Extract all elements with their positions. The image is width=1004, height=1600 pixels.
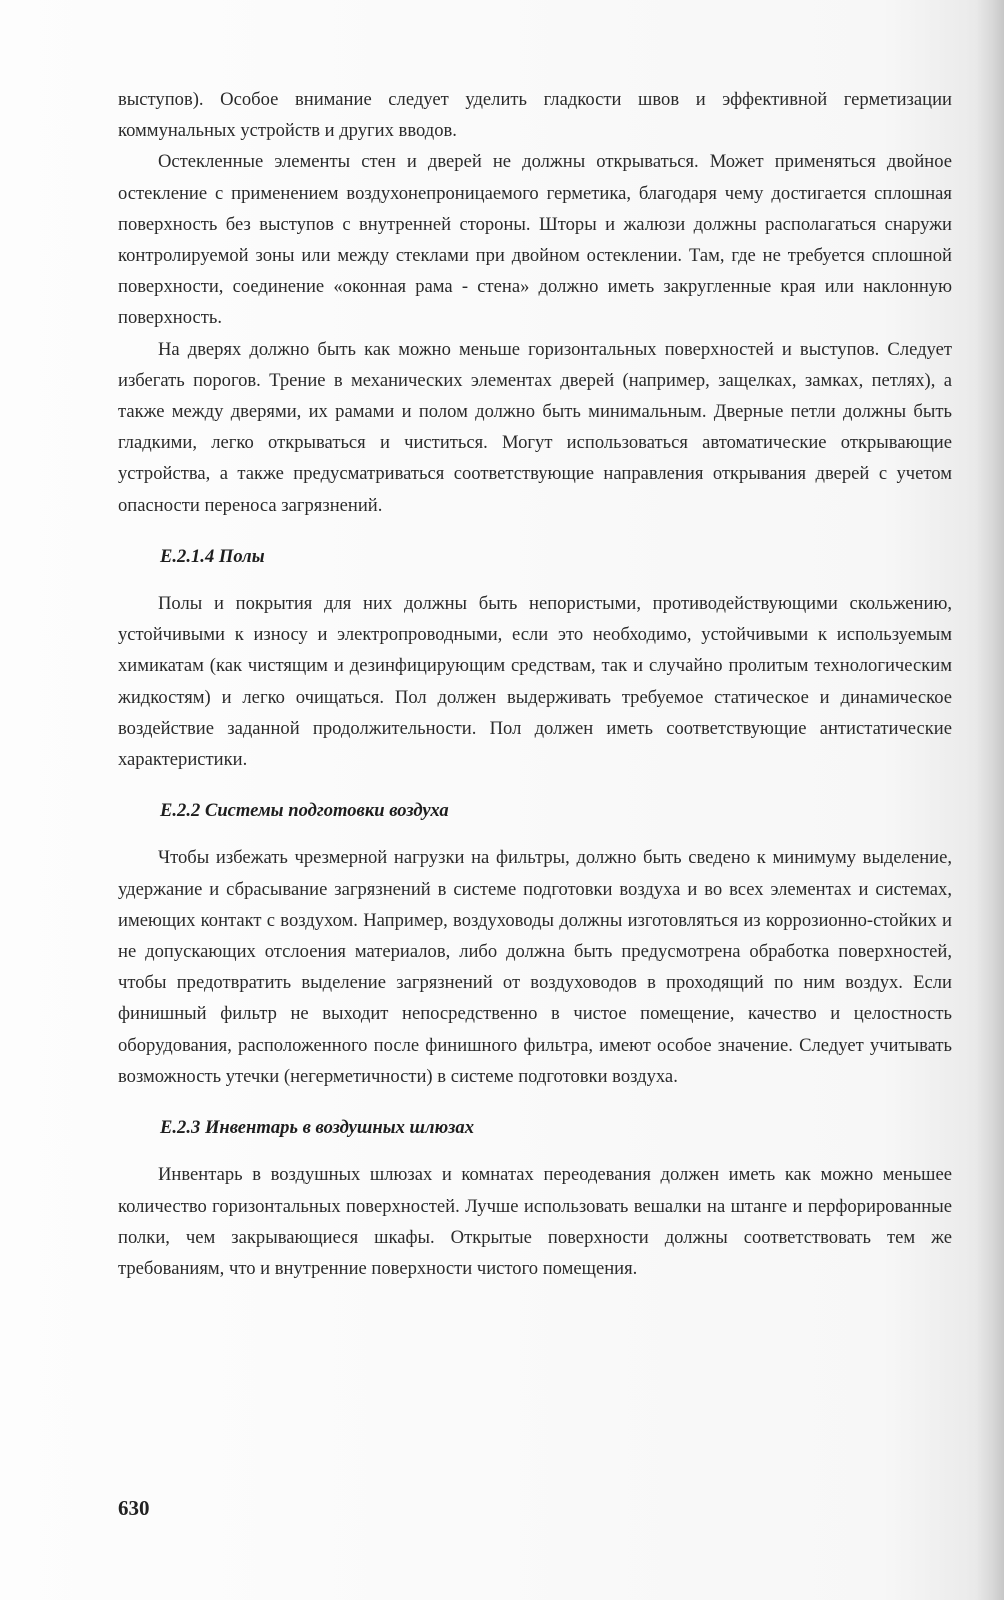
section-heading-floors: Е.2.1.4 Полы xyxy=(160,545,265,567)
paragraph: Полы и покрытия для них должны быть непористыми, противодействующими скольжению, устойчивыми к износу и электропроводными, если это необходимо, устойчивыми к используемым химикатам (как чистящим и дезинфицирующим средствам, так и случайно пролитым технологическим жидкостям) и легко очищаться. Пол должен выдерживать требуемое статическое и динамическое воздействие заданной продолжительности. Пол должен иметь соответствующие антистатические характеристики. xyxy=(118,593,952,771)
paragraph: Чтобы избежать чрезмерной нагрузки на фильтры, должно быть сведено к минимуму выделение, удержание и сбрасывание загрязнений в системе подготовки воздуха и во всех элементах и системах, имеющих контакт с воздухом. Например, воздуховоды должны изготовляться из коррозионно-стойких и не допускающих отслоения материалов, либо должна быть предусмотрена обработка поверхностей, чтобы предотвратить выделение загрязнений от воздуховодов в проходящий по ним воздух. Если финишный фильтр не выходит непосредственно в чистое помещение, качество и целостность оборудования, расположенного после финишного фильтра, имеют особое значение. Следует учитывать возможность утечки (негерметичности) в системе подготовки воздуха. xyxy=(118,847,952,1087)
page-number: 630 xyxy=(118,1496,150,1520)
section-heading-air-systems: Е.2.2 Системы подготовки воздуха xyxy=(160,800,449,822)
paragraph: Инвентарь в воздушных шлюзах и комнатах переодевания должен иметь как можно меньшее количество горизонтальных поверхностей. Лучше использовать вешалки на штанге и перфорированные полки, чем закрывающиеся шкафы. Открытые поверхности должны соответствовать тем же требованиям, что и внутренние поверхности чистого помещения. xyxy=(118,1164,952,1279)
paragraph: Остекленные элементы стен и дверей не должны открываться. Может применяться двойное остекление с применением воздухонепроницаемого герметика, благодаря чему достигается сплошная поверхность без выступов с внутренней стороны. Шторы и жалюзи должны располагаться снаружи контролируемой зоны или между стеклами при двойном остеклении. Там, где не требуется сплошной поверхности, соединение «оконная рама - стена» должно иметь закругленные края или наклонную поверхность. xyxy=(118,151,952,329)
paragraph: На дверях должно быть как можно меньше горизонтальных поверхностей и выступов. Следует избегать порогов. Трение в механических элементах дверей (например, защелках, замках, петлях), а также между дверями, их рамами и полом должно быть минимальным. Дверные петли должны быть гладкими, легко открываться и чиститься. Могут использоваться автоматические открывающие устройства, а также предусматриваться соответствующие направления открывания дверей с учетом опасности переноса загрязнений. xyxy=(118,338,952,516)
page-body xyxy=(118,84,952,1284)
section-heading-airlock-equipment: Е.2.3 Инвентарь в воздушных шлюзах xyxy=(160,1117,475,1139)
paragraph: выступов). Особое внимание следует уделить гладкости швов и эффективной герметизации коммунальных устройств и других вводов. xyxy=(118,89,952,142)
page-edge-shadow xyxy=(976,0,1004,1600)
